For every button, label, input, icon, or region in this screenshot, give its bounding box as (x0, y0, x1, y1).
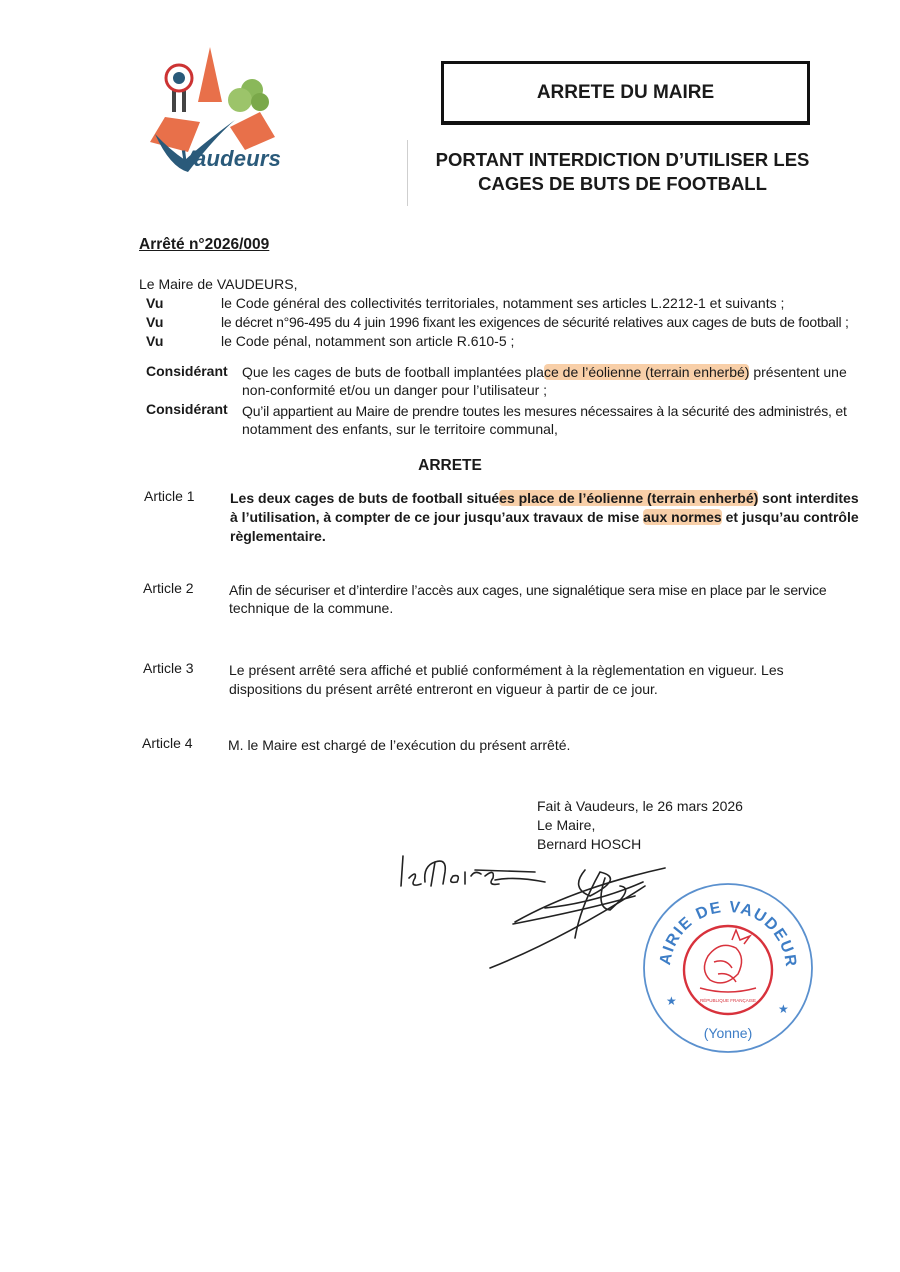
header-divider (407, 140, 408, 206)
intro-line: Le Maire de VAUDEURS, (139, 276, 298, 292)
highlighted-text: aux normes (643, 509, 722, 525)
highlighted-text: es place de l’éolienne (terrain enherbé) (499, 490, 759, 506)
article-line (230, 508, 859, 526)
article-line: Afin de sécuriser et d’interdire l’accès aux cages, une signalétique sera mise en place par le service (229, 582, 827, 598)
svg-text:MAIRIE DE VAUDEURS (640, 878, 799, 969)
article-text: Les deux cages de buts de football situé (230, 490, 500, 506)
article-text: à l’utilisation, à compter de ce jour jusqu’aux travaux de mise (230, 509, 644, 525)
article-label: Article 2 (143, 580, 194, 596)
signature-block (537, 797, 743, 854)
visa-text: le Code général des collectivités territoriales, notamment ses articles L.2212-1 et suivants ; (221, 295, 785, 311)
place-date: Fait à Vaudeurs, le 26 mars 2026 (537, 798, 743, 814)
visa-label: Vu (146, 314, 164, 330)
commune-logo (140, 42, 290, 177)
stamp-inner-text: RÉPUBLIQUE FRANÇAISE (699, 998, 757, 1003)
considerant-text: Que les cages de buts de football implantées pla (242, 364, 544, 380)
handwritten-signature (395, 848, 675, 978)
signatory-name: Bernard HOSCH (537, 836, 642, 852)
visa-text: le Code pénal, notamment son article R.610-5 ; (221, 333, 515, 349)
visa-text: le décret n°96-495 du 4 juin 1996 fixant les exigences de sécurité relatives aux cages de buts de football ; (221, 314, 849, 330)
signatory-role: Le Maire, (537, 817, 596, 833)
document-title-box (441, 61, 810, 125)
subtitle-line-2: CAGES DE BUTS DE FOOTBALL (478, 173, 767, 194)
document-subtitle (425, 148, 820, 196)
highlighted-text: ce de l’éolienne (terrain enherbé) (543, 364, 750, 380)
article-line: règlementaire. (230, 528, 326, 544)
article-text: sont interdites (758, 490, 859, 506)
article-label: Article 3 (143, 660, 194, 676)
considerant-label: Considérant (146, 401, 228, 417)
logo-text: Vaudeurs (180, 146, 282, 171)
visa-label: Vu (146, 295, 164, 311)
arrete-heading: ARRETE (418, 457, 482, 474)
article-line: M. le Maire est chargé de l’exécution du présent arrêté. (228, 737, 571, 753)
document-title: ARRETE DU MAIRE (536, 81, 715, 103)
article-label: Article 1 (144, 488, 195, 504)
considerant-label: Considérant (146, 363, 228, 379)
signature-drawing (395, 848, 675, 978)
article-line: dispositions du présent arrêté entreront en vigueur à partir de ce jour. (229, 681, 658, 697)
considerant-line: non-conformité et/ou un danger pour l’utilisateur ; (242, 382, 548, 398)
stamp-bottom-text: (Yonne) (703, 1025, 753, 1041)
considerant-text: présentent une (749, 364, 847, 380)
arrete-number: Arrêté n°2026/009 (139, 236, 270, 253)
stamp-star-icon: ★ (778, 1002, 789, 1016)
stamp-graphic (640, 878, 816, 1054)
considerant-line: Qu’il appartient au Maire de prendre toutes les mesures nécessaires à la sécurité des administrés, et (242, 403, 847, 419)
mairie-stamp (640, 878, 816, 1054)
stamp-top-text: AIRIE DE VAUDEUR (657, 898, 800, 969)
considerant-line (242, 363, 847, 381)
article-line: technique de la commune. (229, 600, 394, 616)
article-line (230, 489, 859, 507)
considerant-line: notamment des enfants, sur le territoire communal, (242, 421, 558, 437)
visa-label: Vu (146, 333, 164, 349)
article-label: Article 4 (142, 735, 193, 751)
subtitle-line-1: PORTANT INTERDICTION D’UTILISER LES (435, 149, 810, 170)
stamp-star-icon: ★ (666, 994, 677, 1008)
article-line: Le présent arrêté sera affiché et publié conformément à la règlementation en vigueur. Les (229, 662, 784, 678)
article-text: et jusqu’au contrôle (721, 509, 859, 525)
